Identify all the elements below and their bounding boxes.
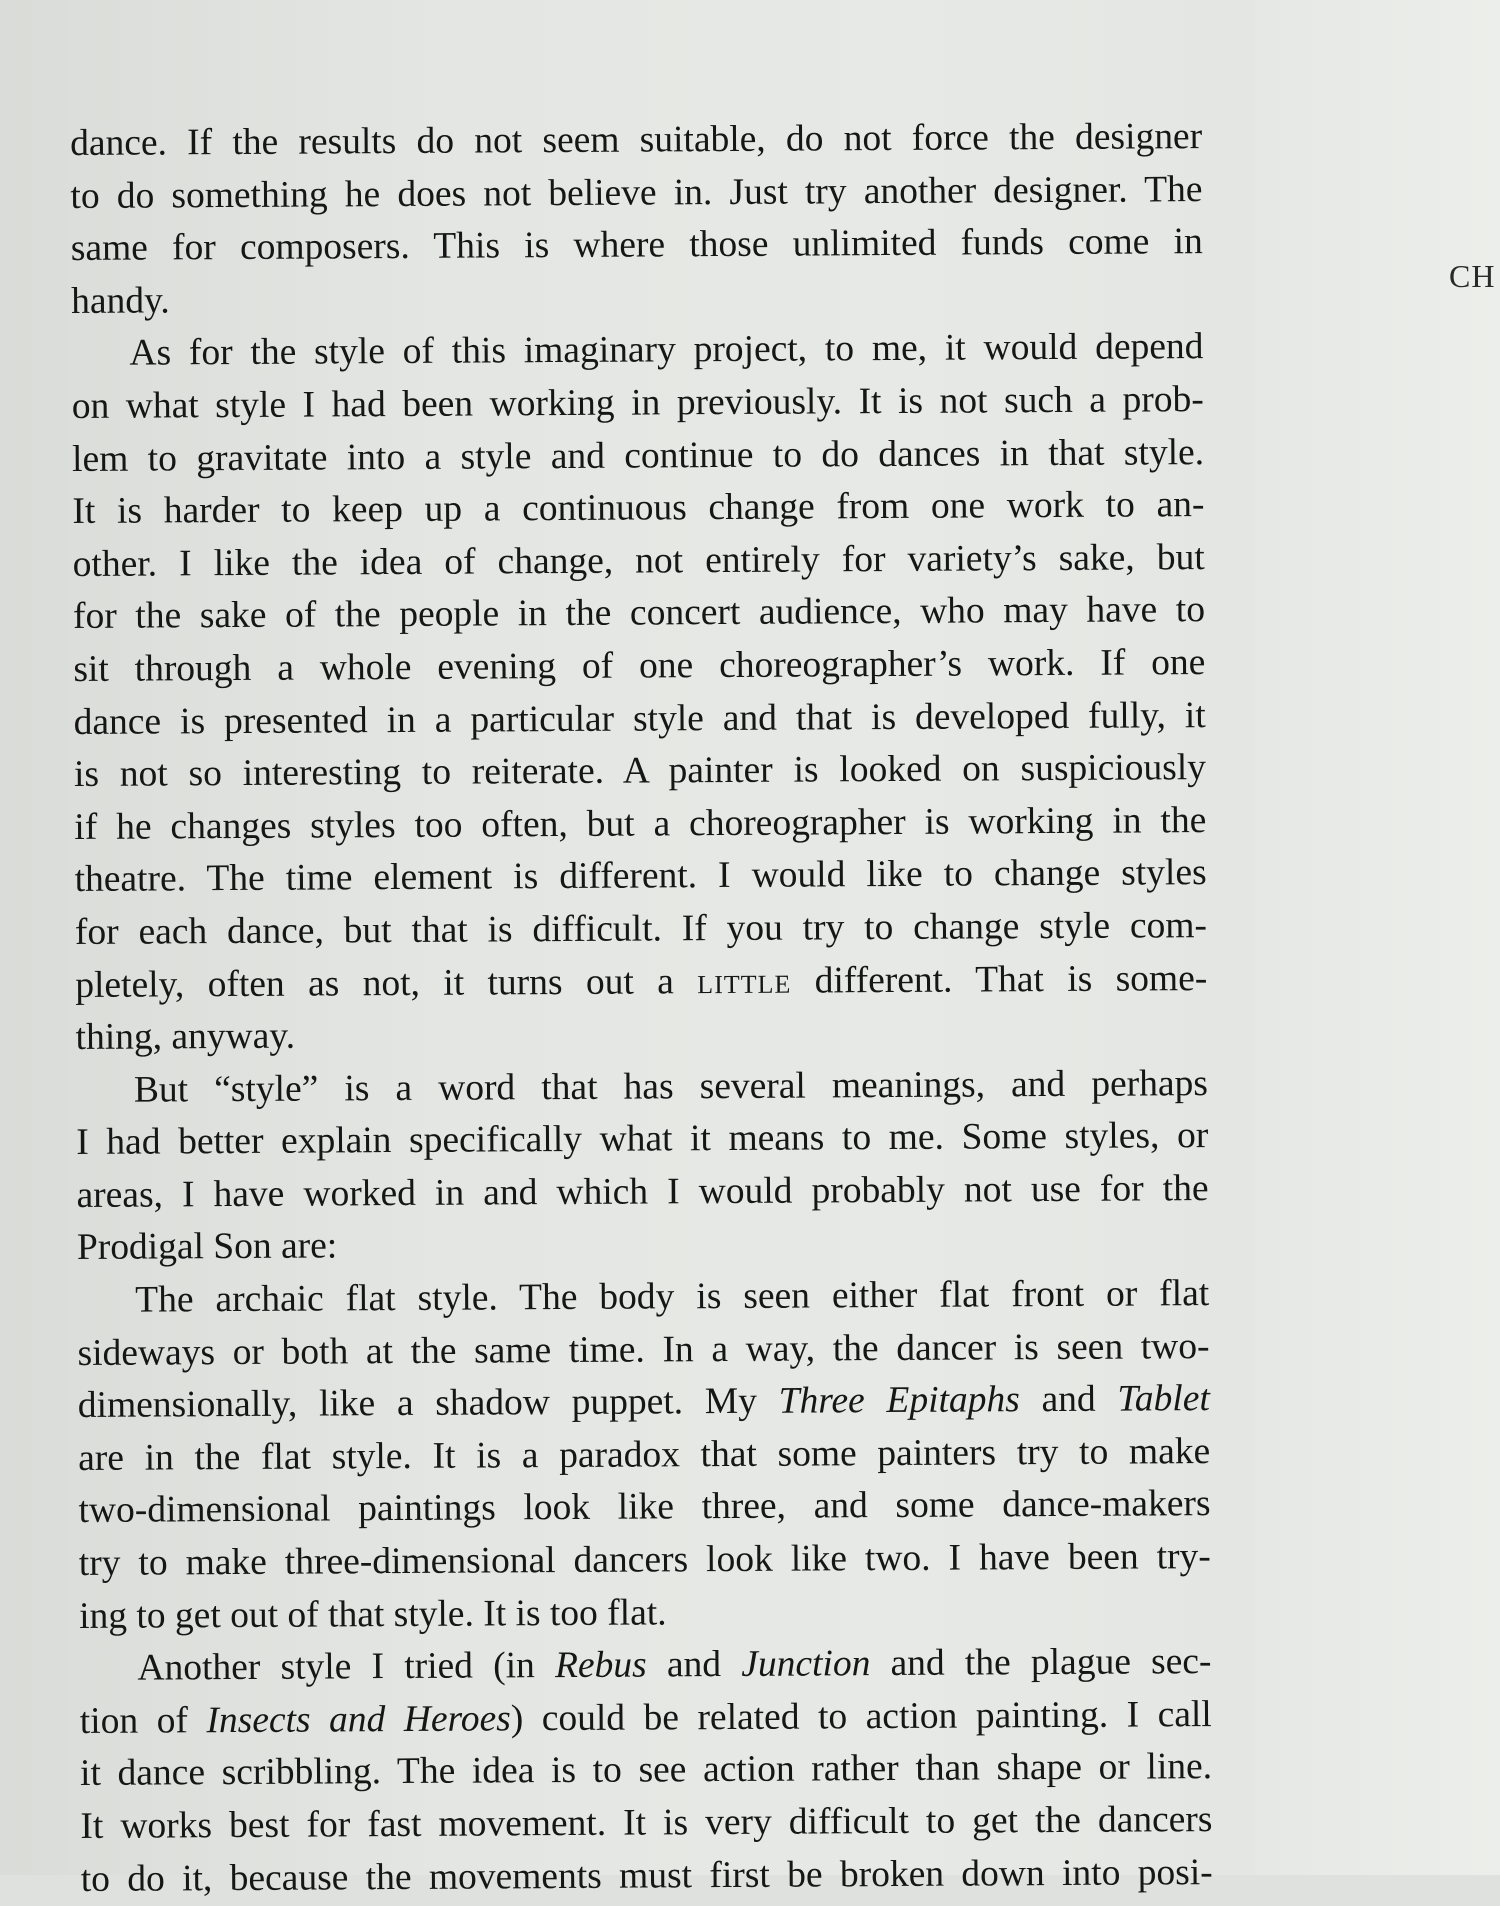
text-fragment: and (1041, 1379, 1096, 1421)
text-line: sit through a whole evening of one choreographer’s work. If one (73, 642, 1206, 690)
text-line: theatre. The time element is different. I would like to change styles (74, 852, 1207, 901)
work-title: Tablet (1117, 1378, 1210, 1420)
paragraph-first-line: But “style” is a word that has several meanings, and perhaps (133, 1062, 1209, 1111)
text-line: on what style I had been working in previously. It is not such a prob- (71, 379, 1204, 427)
text-line: It works best for fast movement. It is very difficult to get the dancers (80, 1799, 1213, 1847)
text-fragment: pletely, often as not, it turns out a (75, 960, 674, 1006)
text-line: two-dimensional paintings look like three, and some dance-makers (78, 1483, 1211, 1532)
text-line: are in the flat style. It is a paradox that some painters try to make (78, 1430, 1211, 1479)
text-fragment: tion of (79, 1700, 189, 1742)
text-line: handy. (70, 280, 170, 322)
text-line: it dance scribbling. The idea is to see action rather than shape or line. (79, 1746, 1213, 1795)
work-title: Insects and Heroes (206, 1698, 511, 1742)
text-line: sideways or both at the same time. In a way, the dancer is seen two- (77, 1325, 1210, 1374)
text-fragment: and (666, 1644, 722, 1686)
text-line: try to make three-dimensional dancers look like two. I have been try- (78, 1536, 1211, 1585)
work-title: Three Epitaphs (778, 1379, 1020, 1422)
text-line: lem to gravitate into a style and continue to do dances in that style. (71, 431, 1205, 480)
body-text (70, 111, 1213, 1906)
text-line: is not so interesting to reiterate. A painter is looked on suspiciously (73, 747, 1207, 796)
text-line: to do it, because the movements must first be broken down into posi- (80, 1851, 1213, 1900)
smallcaps-word: little (697, 960, 792, 1002)
text-line: same for composers. This is where those unlimited funds come in (70, 221, 1203, 270)
text-fragment: and the plague sec- (890, 1641, 1212, 1685)
text-line: to do something he does not believe in. Just try another designer. The (70, 168, 1203, 217)
paragraph-first-line: The archaic flat style. The body is seen either flat front or flat (135, 1273, 1210, 1321)
text-fragment: ) could be related to action painting. I call (510, 1693, 1212, 1740)
text-fragment: dimensionally, like a shadow puppet. My (77, 1381, 758, 1427)
text-line-with-titles (78, 1373, 1210, 1433)
text-fragment: different. That is some- (814, 957, 1208, 1001)
text-line: dance. If the results do not seem suitable, do not force the designer (70, 116, 1203, 164)
text-line: Prodigal Son are: (76, 1225, 338, 1269)
text-line: dance is presented in a particular style and that is developed fully, it (73, 694, 1206, 743)
work-title: Junction (741, 1643, 871, 1686)
text-line: thing, anyway. (75, 1015, 296, 1059)
facing-page-running-head: CH (1449, 258, 1496, 294)
text-line: ing to get out of that style. It is too flat. (79, 1592, 667, 1637)
text-line: I had better explain specifically what it means to me. Some styles, or (76, 1115, 1209, 1164)
text-line-with-smallcaps (75, 953, 1207, 1013)
text-line: for the sake of the people in the concert audience, who may have to (72, 589, 1206, 638)
text-line: It is harder to keep up a continuous change from one work to an- (72, 484, 1205, 533)
paragraph-first-line-with-titles (79, 1636, 1211, 1696)
work-title: Rebus (554, 1644, 647, 1687)
text-line: if he changes styles too often, but a choreographer is working in the (74, 799, 1207, 848)
text-line: areas, I have worked in and which I would probably not use for the (76, 1167, 1209, 1216)
paragraph-first-line: As for the style of this imaginary project, to me, it would depend (129, 326, 1204, 375)
text-fragment: Another style I tried (in (137, 1645, 535, 1689)
text-line: other. I like the idea of change, not entirely for variety’s sake, but (72, 536, 1205, 585)
text-line: for each dance, but that is difficult. If you try to change style com- (74, 904, 1208, 953)
text-line-with-titles (80, 1689, 1212, 1749)
